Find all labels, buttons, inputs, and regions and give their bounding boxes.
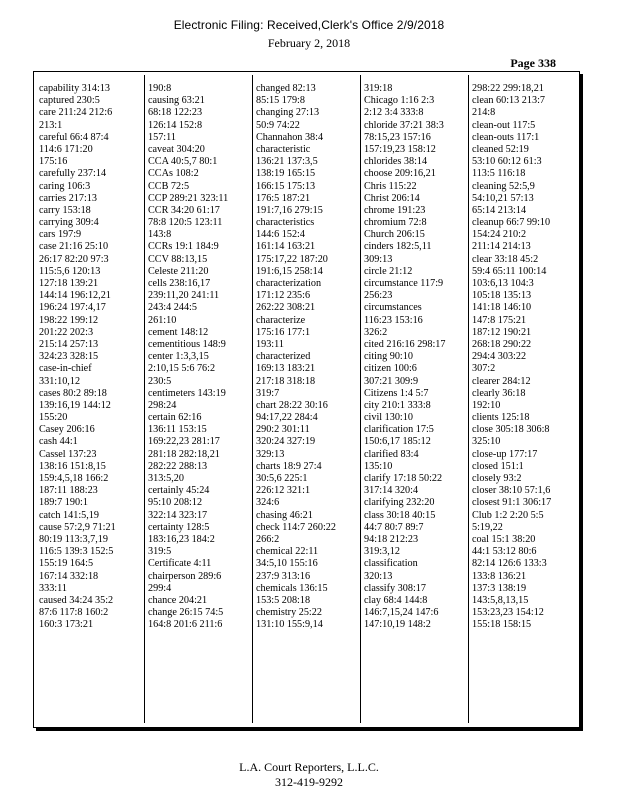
index-entry: 164:8 201:6 211:6	[148, 619, 223, 631]
index-entry: Casey 206:16	[39, 424, 95, 436]
index-entry: 319:7	[256, 387, 280, 399]
index-entry: closed 151:1	[472, 460, 524, 472]
index-entry: 294:4 303:22	[472, 351, 527, 363]
index-entry: Channahon 38:4	[256, 131, 324, 143]
index-entry: 176:5 187:21	[256, 192, 311, 204]
index-entry: 146:7,15,24 147:6	[364, 607, 439, 619]
index-entry: 192:10	[472, 399, 501, 411]
index-entry: 213:1	[39, 119, 63, 131]
index-entry: 196:24 197:4,17	[39, 302, 106, 314]
index-entry: 153:23,23 154:12	[472, 607, 544, 619]
index-entry: Christ 206:14	[364, 192, 420, 204]
index-entry: 113:5 116:18	[472, 168, 526, 180]
index-entry: chemistry 25:22	[256, 607, 322, 619]
index-entry: cases 80:2 89:18	[39, 387, 107, 399]
index-entry: 82:14 126:6 133:3	[472, 558, 547, 570]
index-entry: citing 90:10	[364, 351, 413, 363]
index-entry: 116:23 153:16	[364, 314, 423, 326]
index-entry: Chicago 1:16 2:3	[364, 95, 435, 107]
index-entry: certain 62:16	[148, 412, 202, 424]
index-entry: changed 82:13	[256, 83, 316, 94]
index-entry: 138:19 165:15	[256, 168, 316, 180]
index-entry: clients 125:18	[472, 412, 530, 424]
index-entry: 65:14 213:14	[472, 204, 527, 216]
index-entry: clarify 17:18 50:22	[364, 473, 443, 484]
index-entry: caring 106:3	[39, 180, 91, 192]
index-entry: 147:10,19 148:2	[364, 619, 431, 631]
index-entry: 143:5,8,13,15	[472, 594, 529, 606]
index-entry: case-in-chief	[39, 363, 92, 375]
index-entry: 322:14 323:17	[148, 509, 208, 521]
index-entry: caveat 304:20	[148, 143, 205, 155]
index-entry: chart 28:22 30:16	[256, 399, 328, 411]
index-entry: 320:13	[364, 570, 393, 582]
index-entry: 307:2	[472, 363, 496, 375]
index-entry: city 210:1 333:8	[364, 399, 431, 411]
index-entry: 143:8	[148, 229, 172, 241]
index-entry: chloride 37:21 38:3	[364, 119, 444, 131]
index-entry: 313:5,20	[148, 473, 184, 484]
index-entry: 141:18 146:10	[472, 302, 532, 314]
index-entry: 54:10,21 57:13	[472, 192, 534, 204]
index-entry: 2:10,15 5:6 76:2	[148, 363, 216, 375]
index-column-3	[256, 83, 356, 631]
index-entry: 161:14 163:21	[256, 241, 316, 253]
index-entry: 262:22 308:21	[256, 302, 316, 314]
index-entry: carrying 309:4	[39, 217, 99, 229]
index-entry: closer 38:10 57:1,6	[472, 485, 551, 497]
index-entry: 136:11 153:15	[148, 424, 207, 436]
index-entry: cleaning 52:5,9	[472, 180, 535, 192]
index-entry: cleanup 66:7 99:10	[472, 217, 551, 229]
page-number: Page 338	[510, 56, 556, 70]
index-entry: 217:18 318:18	[256, 375, 316, 387]
index-entry: 187:12 190:21	[472, 326, 532, 338]
index-entry: characteristic	[256, 143, 311, 155]
index-entry: 183:16,23 184:2	[148, 533, 215, 545]
index-entry: 268:18 290:22	[472, 338, 532, 350]
index-entry: causing 63:21	[148, 95, 205, 107]
index-entry: close 305:18 306:8	[472, 424, 550, 436]
index-entry: certainty 128:5	[148, 521, 210, 533]
index-entry: clarification 17:5	[364, 424, 434, 436]
index-entry: careful 66:4 87:4	[39, 131, 109, 143]
index-column-5	[472, 83, 572, 631]
index-entry: 214:8	[472, 107, 496, 119]
index-entry: class 30:18 40:15	[364, 509, 436, 521]
index-entry: 215:14 257:13	[39, 338, 99, 350]
index-entry: 191:7,16 279:15	[256, 204, 323, 216]
index-column-4	[364, 83, 464, 631]
index-entry: 319:5	[148, 546, 172, 558]
index-entry: 290:2 301:11	[256, 424, 310, 436]
index-entry: 144:14 196:12,21	[39, 290, 111, 302]
index-entry: clarified 83:4	[364, 448, 419, 460]
index-entry: CCA 40:5,7 80:1	[148, 156, 218, 168]
index-entry: carry 153:18	[39, 204, 91, 216]
index-entry: 281:18 282:18,21	[148, 448, 220, 460]
index-entry: circumstances	[364, 302, 422, 314]
index-entry: cement 148:12	[148, 326, 209, 338]
index-entry: 299:4	[148, 582, 172, 594]
index-entry: 261:10	[148, 314, 177, 326]
index-entry: clay 68:4 144:8	[364, 594, 428, 606]
index-entry: chlorides 38:14	[364, 156, 428, 168]
index-entry: cinders 182:5,11	[364, 241, 432, 253]
filing-date: February 2, 2018	[267, 36, 351, 50]
index-entry: circle 21:12	[364, 265, 413, 277]
footer-phone: 312-419-9292	[275, 775, 343, 789]
index-entry: Cassel 137:23	[39, 448, 97, 460]
index-entry: 191:6,15 258:14	[256, 265, 323, 277]
index-entry: charts 18:9 27:4	[256, 460, 322, 472]
index-entry: 78:8 120:5 123:11	[148, 217, 223, 229]
index-entry: 103:6,13 104:3	[472, 278, 534, 289]
index-entry: 68:18 122:23	[148, 107, 203, 119]
index-entry: chairperson 289:6	[148, 570, 222, 582]
index-entry: CCR 34:20 61:17	[148, 204, 220, 216]
index-entry: classification	[364, 558, 418, 570]
index-entry: 127:18 139:21	[39, 278, 99, 289]
index-entry: 30:5,6 225:1	[256, 473, 308, 484]
index-entry: 160:3 173:21	[39, 619, 94, 631]
index-entry: 193:11	[256, 338, 284, 350]
index-entry: carefully 237:14	[39, 168, 107, 180]
index-entry: 331:10,12	[39, 375, 81, 387]
index-entry: 325:10	[472, 436, 501, 448]
index-entry: 135:10	[364, 460, 393, 472]
index-entry: coal 15:1 38:20	[472, 533, 536, 545]
index-entry: center 1:3,3,15	[148, 351, 209, 363]
index-entry: 139:16,19 144:12	[39, 399, 111, 411]
index-entry: civil 130:10	[364, 412, 413, 424]
index-entry: 230:5	[148, 375, 172, 387]
index-entry: clean 60:13 213:7	[472, 95, 545, 107]
index-entry: 320:24 327:19	[256, 436, 316, 448]
index-entry: 105:18 135:13	[472, 290, 532, 302]
index-entry: chrome 191:23	[364, 204, 426, 216]
index-entry: 167:14 332:18	[39, 570, 99, 582]
index-entry: 94:18 212:23	[364, 533, 419, 545]
index-entry: 44:1 53:12 80:6	[472, 546, 537, 558]
index-entry: 175:16 177:1	[256, 326, 311, 338]
index-entry: 131:10 155:9,14	[256, 619, 323, 631]
index-entry: centimeters 143:19	[148, 387, 226, 399]
column-divider	[468, 75, 469, 723]
index-entry: characterization	[256, 278, 322, 289]
index-entry: clear 33:18 45:2	[472, 253, 539, 265]
index-entry: Citizens 1:4 5:7	[364, 387, 429, 399]
index-entry: captured 230:5	[39, 95, 100, 107]
index-entry: 326:2	[364, 326, 388, 338]
index-entry: changing 27:13	[256, 107, 320, 119]
index-entry: 189:7 190:1	[39, 497, 88, 509]
index-entry: Chris 115:22	[364, 180, 417, 192]
index-entry: 187:11 188:23	[39, 485, 98, 497]
index-entry: Celeste 211:20	[148, 265, 209, 277]
index-entry: 114:6 171:20	[39, 143, 93, 155]
index-entry: 153:5 208:18	[256, 594, 311, 606]
index-entry: case 21:16 25:10	[39, 241, 109, 253]
index-entry: circumstance 117:9	[364, 278, 444, 289]
index-entry: chasing 46:21	[256, 509, 313, 521]
index-entry: 175:17,22 187:20	[256, 253, 328, 265]
index-entry: 154:24 210:2	[472, 229, 527, 241]
index-entry: 133:8 136:21	[472, 570, 527, 582]
index-entry: 95:10 208:12	[148, 497, 203, 509]
index-entry: 59:4 65:11 100:14	[472, 265, 547, 277]
index-entry: 155:18 158:15	[472, 619, 532, 631]
index-entry: 87:6 117:8 160:2	[39, 607, 109, 619]
index-entry: 136:21 137:3,5	[256, 156, 318, 168]
index-entry: cause 57:2,9 71:21	[39, 521, 116, 533]
index-entry: 144:6 152:4	[256, 229, 305, 241]
index-entry: characterized	[256, 351, 311, 363]
index-entry: 5:19,22	[472, 521, 503, 533]
index-entry: 239:11,20 241:11	[148, 290, 220, 302]
index-entry: 190:8	[148, 83, 172, 94]
index-entry: 317:14 320:4	[364, 485, 419, 497]
index-entry: characterize	[256, 314, 306, 326]
index-entry: 53:10 60:12 61:3	[472, 156, 542, 168]
index-entry: 157:11	[148, 131, 176, 143]
index-entry: 157:19,23 158:12	[364, 143, 436, 155]
index-entry: closest 91:1 306:17	[472, 497, 552, 509]
index-entry: 126:14 152:8	[148, 119, 203, 131]
index-entry: 175:16	[39, 156, 68, 168]
index-entry: 137:3 138:19	[472, 582, 527, 594]
index-entry: 169:22,23 281:17	[148, 436, 220, 448]
index-entry: cleaned 52:19	[472, 143, 529, 155]
index-entry: 26:17 82:20 97:3	[39, 253, 109, 265]
index-entry: CCB 72:5	[148, 180, 190, 192]
index-entry: check 114:7 260:22	[256, 521, 336, 533]
index-entry: 282:22 288:13	[148, 460, 208, 472]
index-entry: 266:2	[256, 533, 280, 545]
column-divider	[252, 75, 253, 723]
index-entry: 155:19 164:5	[39, 558, 94, 570]
index-entry: 78:15,23 157:16	[364, 131, 431, 143]
index-entry: clarifying 232:20	[364, 497, 435, 509]
index-entry: 201:22 202:3	[39, 326, 94, 338]
index-entry: choose 209:16,21	[364, 168, 436, 180]
index-entry: clearer 284:12	[472, 375, 531, 387]
index-entry: cash 44:1	[39, 436, 78, 448]
index-entry: 307:21 309:9	[364, 375, 419, 387]
index-entry: 147:8 175:21	[472, 314, 527, 326]
index-entry: classify 308:17	[364, 582, 426, 594]
index-entry: Church 206:15	[364, 229, 425, 241]
index-entry: carries 217:13	[39, 192, 97, 204]
index-entry: cars 197:9	[39, 229, 82, 241]
index-column-2	[148, 83, 248, 631]
index-entry: care 211:24 212:6	[39, 107, 113, 119]
index-entry: 115:5,6 120:13	[39, 265, 101, 277]
index-entry: closely 93:2	[472, 473, 522, 484]
index-entry: 298:22 299:18,21	[472, 83, 544, 94]
column-divider	[144, 75, 145, 723]
index-entry: 198:22 199:12	[39, 314, 99, 326]
index-entry: 34:5,10 155:16	[256, 558, 318, 570]
index-entry: 116:5 139:3 152:5	[39, 546, 114, 558]
index-entry: 333:11	[39, 582, 67, 594]
index-entry: capability 314:13	[39, 83, 111, 94]
index-entry: close-up 177:17	[472, 448, 538, 460]
index-entry: chance 204:21	[148, 594, 208, 606]
index-entry: cells 238:16,17	[148, 278, 211, 289]
index-entry: 226:12 321:1	[256, 485, 311, 497]
index-entry: catch 141:5,19	[39, 509, 99, 521]
index-entry: 237:9 313:16	[256, 570, 311, 582]
index-entry: 80:19 113:3,7,19	[39, 533, 108, 545]
index-entry: 256:23	[364, 290, 393, 302]
index-entry: clean-outs 117:1	[472, 131, 540, 143]
index-entry: clearly 36:18	[472, 387, 526, 399]
index-entry: 324:23 328:15	[39, 351, 99, 363]
index-entry: 169:13 183:21	[256, 363, 316, 375]
footer-company: L.A. Court Reporters, L.L.C.	[239, 760, 379, 774]
index-entry: 324:6	[256, 497, 280, 509]
index-entry: CCV 88:13,15	[148, 253, 208, 265]
word-index	[36, 75, 577, 725]
index-entry: Club 1:2 2:20 5:5	[472, 509, 544, 521]
index-entry: 155:20	[39, 412, 68, 424]
index-entry: characteristics	[256, 217, 315, 229]
index-entry: 150:6,17 185:12	[364, 436, 431, 448]
index-entry: 166:15 175:13	[256, 180, 316, 192]
column-divider	[360, 75, 361, 723]
index-entry: Certificate 4:11	[148, 558, 212, 570]
index-entry: citizen 100:6	[364, 363, 417, 375]
index-entry: 211:14 214:13	[472, 241, 531, 253]
index-entry: cited 216:16 298:17	[364, 338, 446, 350]
index-entry: 138:16 151:8,15	[39, 460, 106, 472]
index-entry: chemicals 136:15	[256, 582, 328, 594]
index-entry: clean-out 117:5	[472, 119, 536, 131]
index-entry: CCRs 19:1 184:9	[148, 241, 219, 253]
index-entry: 319:3,12	[364, 546, 400, 558]
index-entry: CCAs 108:2	[148, 168, 199, 180]
index-entry: 329:13	[256, 448, 285, 460]
index-entry: 2:12 3:4 333:8	[364, 107, 424, 119]
index-entry: 171:12 235:6	[256, 290, 311, 302]
index-entry: 50:9 74:22	[256, 119, 300, 131]
filing-header: Electronic Filing: Received,Clerk's Office 2/9/2018	[173, 18, 445, 32]
index-entry: certainly 45:24	[148, 485, 210, 497]
index-entry: 44:7 80:7 89:7	[364, 521, 424, 533]
index-entry: 319:18	[364, 83, 393, 94]
index-entry: chromium 72:8	[364, 217, 427, 229]
index-entry: change 26:15 74:5	[148, 607, 224, 619]
index-entry: cementitious 148:9	[148, 338, 226, 350]
index-entry: 94:17,22 284:4	[256, 412, 318, 424]
index-column-1	[39, 83, 139, 631]
index-entry: 159:4,5,18 166:2	[39, 473, 109, 484]
index-entry: 298:24	[148, 399, 177, 411]
index-entry: 243:4 244:5	[148, 302, 197, 314]
index-entry: caused 34:24 35:2	[39, 594, 114, 606]
index-entry: 309:13	[364, 253, 393, 265]
index-entry: CCP 289:21 323:11	[148, 192, 229, 204]
index-entry: 85:15 179:8	[256, 95, 305, 107]
index-entry: chemical 22:11	[256, 546, 319, 558]
